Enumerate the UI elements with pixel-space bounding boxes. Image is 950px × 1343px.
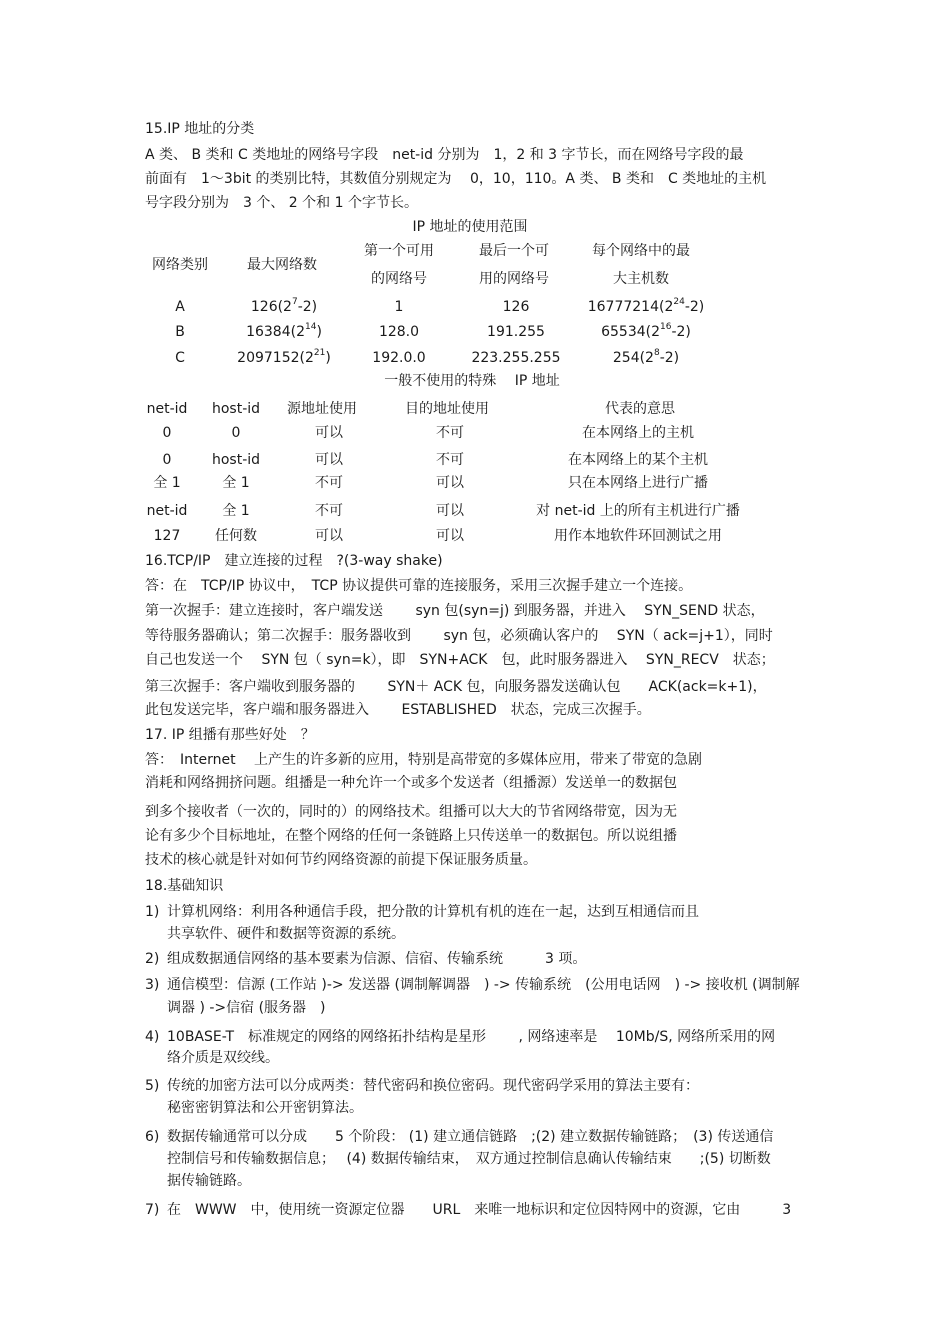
table-cell: 任何数	[215, 528, 257, 544]
table-header: host-id	[211, 401, 261, 417]
list-item-line: 共享软件、硬件和数据等资源的系统。	[167, 926, 405, 942]
table-cell: $254(2^8-2)$	[612, 348, 680, 366]
table-header: 源地址使用	[287, 401, 357, 417]
table-cell: 在本网络上的主机	[582, 425, 694, 441]
table-cell: 128.0	[378, 324, 420, 340]
list-item-number: 7)	[145, 1202, 160, 1218]
table-cell: $2097152(2^{21})$	[237, 348, 331, 366]
list-item-line: 通信模型：信源 (工作站 )-> 发送器 (调制解调器 ) -> 传输系统 (公用电话网 ) -> 接收机 (调制解	[167, 977, 800, 993]
table-cell: 只在本网络上进行广播	[568, 475, 708, 491]
table-cell: 0	[162, 425, 172, 441]
table-cell: 不可	[315, 475, 343, 491]
table-header: 目的地址使用	[405, 401, 489, 417]
section-18-title: 18.基础知识	[145, 878, 224, 894]
section-15-line: 前面有 1～3bit 的类别比特，其数值分别规定为 0，10，110。A 类、 B 类和 C 类地址的主机	[145, 171, 767, 187]
table-cell: 不可	[315, 503, 343, 519]
table-cell: 对 net-id 上的所有主机进行广播	[536, 503, 740, 519]
section-15-title: 15.IP 地址的分类	[145, 121, 255, 137]
list-item-number: 5)	[145, 1078, 160, 1094]
list-item-number: 4)	[145, 1029, 160, 1045]
section-16-line: 第三次握手：客户端收到服务器的 SYN＋ ACK 包，向服务器发送确认包 ACK(ack=k+1)，	[145, 679, 767, 695]
table-cell: 全 1	[222, 503, 250, 519]
table-header: 的网络号	[371, 271, 427, 287]
table-cell: 0	[162, 452, 172, 468]
table-header: 最后一个可	[479, 243, 549, 259]
list-item-line: 控制信号和传输数据信息； (4) 数据传输结束， 双方通过控制信息确认传输结束 ;(5) 切断数	[167, 1151, 771, 1167]
table-title: IP 地址的使用范围	[412, 219, 528, 235]
list-item-number: 6)	[145, 1129, 160, 1145]
list-item-line: 组成数据通信网络的基本要素为信源、信宿、传输系统 3 项。	[167, 951, 587, 967]
table-cell: A	[175, 299, 185, 315]
list-item-line: 10BASE-T 标准规定的网络的网络拓扑结构是星形 , 网络速率是 10Mb/S, 网络所采用的网	[167, 1029, 776, 1045]
table-cell: 223.255.255	[471, 350, 561, 366]
table-cell: 126	[502, 299, 530, 315]
table-cell: C	[175, 350, 185, 366]
table-cell: $16777214(2^{24}-2)$	[587, 297, 705, 315]
table-header: net-id	[146, 401, 188, 417]
table-cell: 可以	[436, 503, 464, 519]
section-16-line: 自己也发送一个 SYN 包（ syn=k），即 SYN+ACK 包，此时服务器进入 SYN_RECV 状态；	[145, 652, 775, 668]
table-cell: net-id	[146, 503, 188, 519]
table-cell: 全 1	[153, 475, 181, 491]
list-item-number: 3)	[145, 977, 160, 993]
table-cell: B	[175, 324, 185, 340]
table-cell: 不可	[436, 425, 464, 441]
list-item-line: 数据传输通常可以分成 5 个阶段： (1) 建立通信链路 ;(2) 建立数据传输链路； (3) 传送通信	[167, 1129, 774, 1145]
table-cell: 0	[231, 425, 241, 441]
section-17-line: 到多个接收者（一次的，同时的）的网络技术。组播可以大大的节省网络带宽，因为无	[145, 804, 677, 820]
section-16-line: 此包发送完毕，客户端和服务器进入 ESTABLISHED 状态，完成三次握手。	[145, 702, 651, 718]
table-cell: 192.0.0	[372, 350, 426, 366]
table-cell: $65534(2^{16}-2)$	[601, 322, 691, 340]
list-item-line: 在 WWW 中，使用统一资源定位器 URL 来唯一地标识和定位因特网中的资源，它由 3	[167, 1202, 792, 1218]
table-cell: 可以	[436, 528, 464, 544]
list-item-line: 传统的加密方法可以分成两类：替代密码和换位密码。现代密码学采用的算法主要有：	[167, 1078, 699, 1094]
table-header: 用的网络号	[479, 271, 549, 287]
section-15-line: 号字段分别为 3 个、 2 个和 1 个字节长。	[145, 195, 418, 211]
table-cell: 127	[153, 528, 181, 544]
list-item-line: 据传输链路。	[167, 1173, 251, 1189]
section-16-line: 答：在 TCP/IP 协议中， TCP 协议提供可靠的连接服务，采用三次握手建立一个连接。	[145, 578, 693, 594]
table-cell: 用作本地软件环回测试之用	[554, 528, 722, 544]
table-header: 最大网络数	[247, 257, 317, 273]
table-title: 一般不使用的特殊 IP 地址	[384, 373, 560, 389]
section-16-title: 16.TCP/IP 建立连接的过程 ?(3-way shake)	[145, 553, 443, 569]
section-17-line: 消耗和网络拥挤问题。组播是一种允许一个或多个发送者（组播源）发送单一的数据包	[145, 775, 677, 791]
table-header: 第一个可用	[364, 243, 434, 259]
table-header: 代表的意思	[605, 401, 675, 417]
section-17-title: 17. IP 组播有那些好处 ？	[145, 727, 315, 743]
section-17-line: 论有多少个目标地址，在整个网络的任何一条链路上只传送单一的数据包。所以说组播	[145, 828, 677, 844]
table-cell: 可以	[315, 452, 343, 468]
table-cell: 1	[394, 299, 404, 315]
table-cell: 191.255	[487, 324, 545, 340]
section-16-line: 等待服务器确认；第二次握手：服务器收到 syn 包，必须确认客户的 SYN（ ack=j+1），同时	[145, 628, 773, 644]
list-item-number: 1)	[145, 904, 160, 920]
table-header: 每个网络中的最	[592, 243, 690, 259]
table-cell: 可以	[436, 475, 464, 491]
section-15-line: A 类、 B 类和 C 类地址的网络号字段 net-id 分别为 1，2 和 3 字节长，而在网络号字段的最	[145, 147, 744, 163]
table-cell: 可以	[315, 528, 343, 544]
table-cell: 在本网络上的某个主机	[568, 452, 708, 468]
list-item-line: 秘密密钥算法和公开密钥算法。	[167, 1100, 363, 1116]
table-header: 网络类别	[152, 257, 208, 273]
table-cell: $16384(2^{14})$	[246, 322, 322, 340]
list-item-line: 计算机网络：利用各种通信手段，把分散的计算机有机的连在一起，达到互相通信而且	[167, 904, 699, 920]
table-cell: $126(2^7-2)$	[250, 297, 318, 315]
list-item-line: 调器 ) ->信宿 (服务器 )	[167, 1000, 326, 1016]
table-cell: 全 1	[222, 475, 250, 491]
list-item-line: 络介质是双绞线。	[167, 1050, 279, 1066]
section-17-line: 答： Internet 上产生的许多新的应用，特别是高带宽的多媒体应用，带来了带宽的急剧	[145, 752, 703, 768]
section-17-line: 技术的核心就是针对如何节约网络资源的前提下保证服务质量。	[145, 852, 537, 868]
table-cell: 不可	[436, 452, 464, 468]
section-16-line: 第一次握手：建立连接时，客户端发送 syn 包(syn=j) 到服务器，并进入 SYN_SEND 状态，	[145, 603, 765, 619]
table-cell: host-id	[211, 452, 261, 468]
table-cell: 可以	[315, 425, 343, 441]
table-header: 大主机数	[613, 271, 669, 287]
list-item-number: 2)	[145, 951, 160, 967]
